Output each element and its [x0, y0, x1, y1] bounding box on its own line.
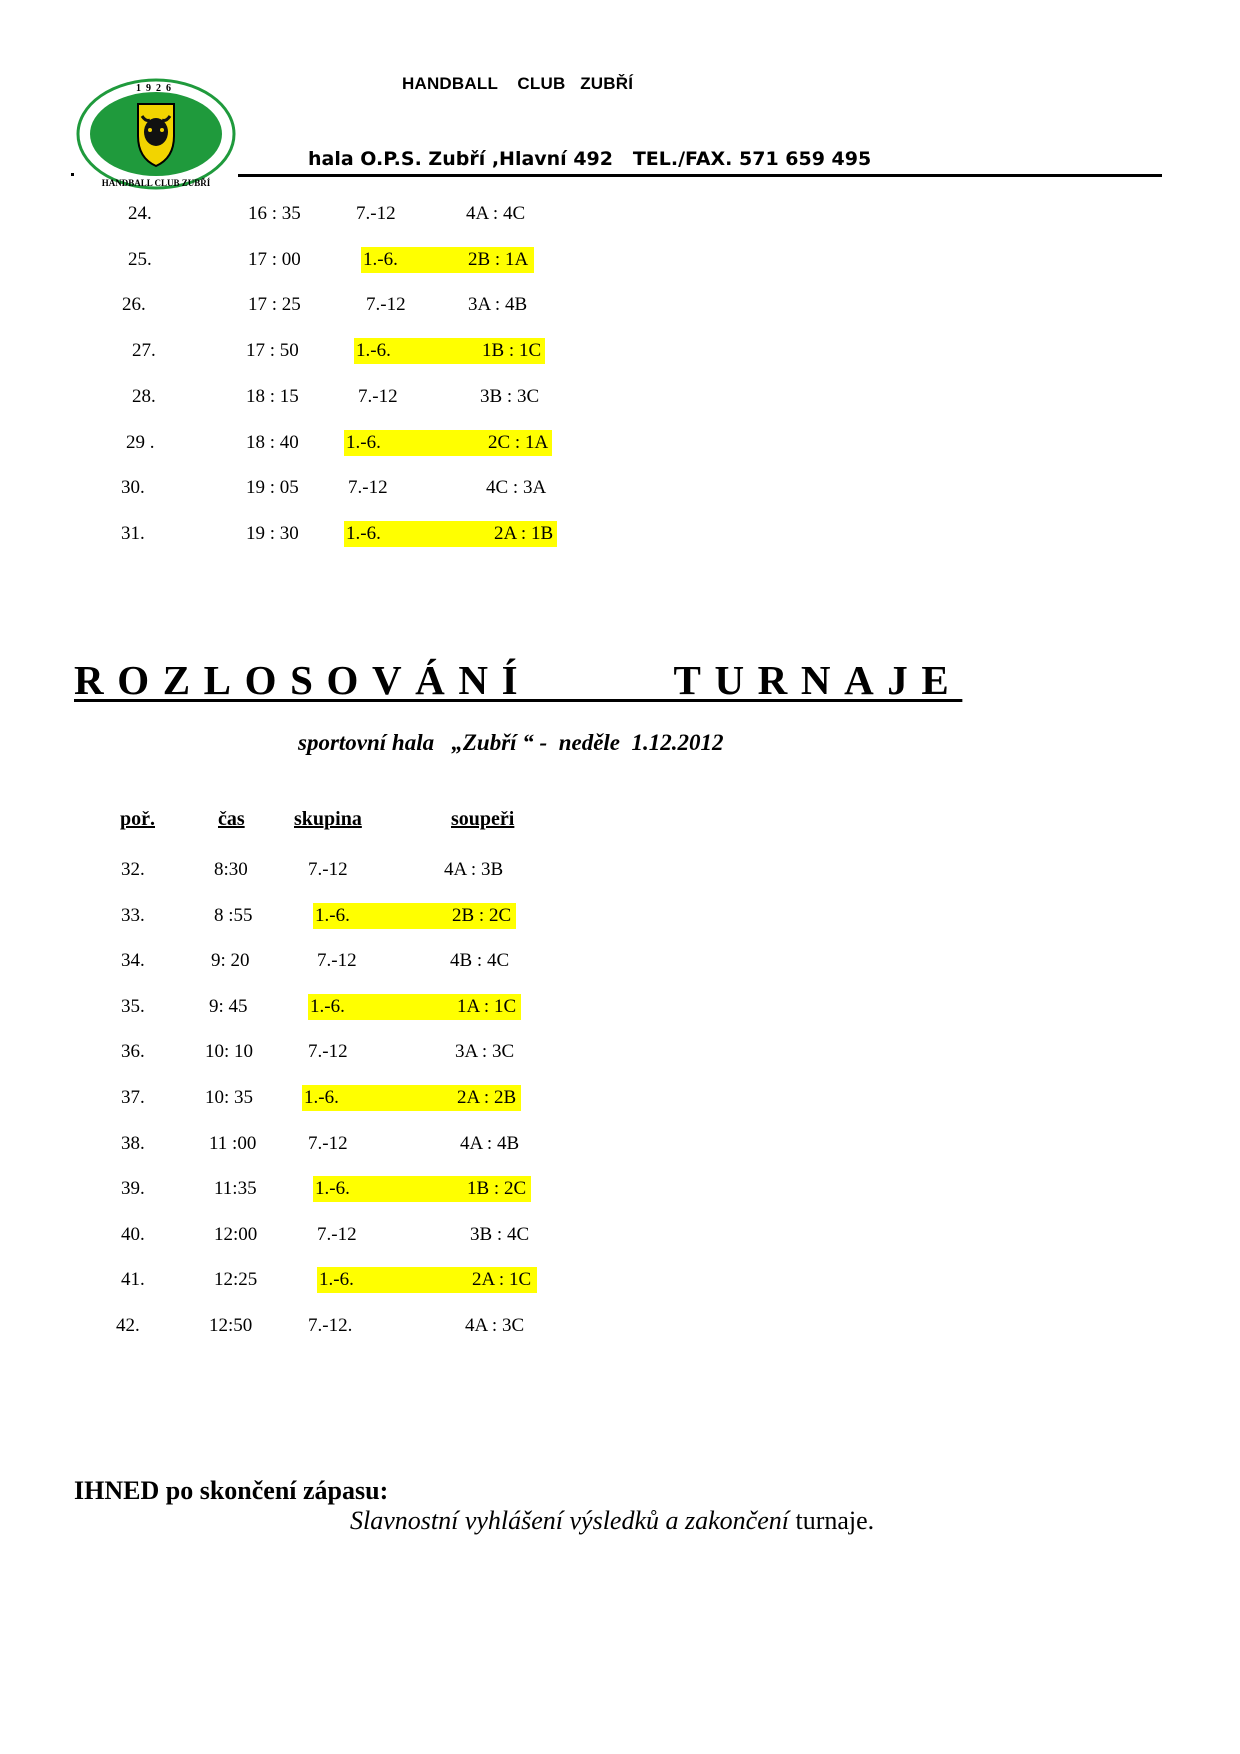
match-group: 7.-12 [308, 1132, 348, 1154]
hall-address: hala O.P.S. Zubří ,Hlavní 492 TEL./FAX. 571 659 495 [308, 148, 872, 170]
match-number: 35. [121, 995, 145, 1017]
match-number: 42. [116, 1315, 140, 1336]
match-number: 29 . [126, 431, 155, 453]
match-group: 7.-12. [308, 1315, 353, 1336]
match-teams: 4A : 3B [444, 859, 504, 880]
match-teams: 3A : 3C [455, 1041, 515, 1063]
match-group: 7.-12 [356, 203, 396, 224]
match-row [0, 1312, 1240, 1340]
page-title: ROZLOSOVÁNÍ TURNAJE [74, 657, 963, 703]
match-time: 19 : 30 [246, 522, 299, 544]
match-time: 9: 45 [209, 995, 248, 1017]
match-teams: 4B : 4C [450, 950, 510, 972]
closing-text-plain: turnaje. [788, 1506, 875, 1535]
match-number: 31. [121, 522, 145, 544]
match-teams: 2A : 2B [457, 1087, 517, 1108]
column-header-teams: soupeři [451, 808, 515, 830]
match-number: 38. [121, 1132, 145, 1154]
match-time: 12:00 [214, 1223, 258, 1245]
header-dot [71, 173, 74, 176]
match-group: 1.-6. [346, 522, 381, 544]
match-teams: 4C : 3A [486, 477, 547, 499]
match-time: 17 : 25 [248, 294, 301, 316]
match-group: 1.-6. [310, 995, 345, 1017]
closing-text-italic: Slavnostní vyhlášení výsledků a zakončení [350, 1506, 789, 1535]
match-row [0, 200, 1240, 228]
match-number: 41. [121, 1269, 145, 1291]
match-group: 1.-6. [363, 248, 398, 270]
match-time: 12:25 [214, 1269, 258, 1291]
match-time: 9: 20 [211, 950, 250, 972]
match-row [0, 1084, 1240, 1112]
match-group: 7.-12 [308, 859, 348, 880]
match-teams: 4A : 4C [466, 203, 526, 224]
closing-heading: IHNED po skončení zápasu: [74, 1476, 389, 1505]
match-time: 12:50 [209, 1315, 253, 1336]
match-number: 26. [122, 294, 146, 316]
match-teams: 2A : 1C [472, 1269, 532, 1291]
match-row [0, 337, 1240, 365]
match-time: 17 : 50 [246, 340, 299, 362]
match-teams: 2B : 2C [452, 904, 512, 926]
match-group: 7.-12 [348, 477, 388, 499]
match-teams: 3B : 4C [470, 1223, 530, 1245]
match-number: 32. [121, 859, 145, 880]
match-group: 1.-6. [319, 1269, 354, 1291]
match-number: 25. [128, 248, 152, 270]
match-group: 1.-6. [315, 1178, 350, 1200]
match-teams: 4A : 4B [460, 1132, 520, 1154]
match-teams: 2B : 1A [468, 248, 529, 270]
match-group: 1.-6. [356, 340, 391, 362]
column-header-time: čas [218, 808, 245, 830]
match-number: 34. [121, 950, 145, 972]
match-time: 19 : 05 [246, 477, 299, 499]
match-number: 39. [121, 1178, 145, 1200]
match-teams: 3A : 4B [468, 294, 528, 316]
match-teams: 1B : 2C [467, 1178, 527, 1200]
logo-year: 1926 [136, 83, 176, 94]
match-row [0, 993, 1240, 1021]
match-row [0, 856, 1240, 884]
match-time: 18 : 15 [246, 385, 299, 407]
club-logo [76, 78, 236, 190]
match-row [0, 429, 1240, 457]
match-teams: 3B : 3C [480, 385, 540, 407]
match-time: 17 : 00 [248, 248, 301, 270]
match-row [0, 291, 1240, 319]
closing-text [350, 1506, 874, 1536]
match-teams: 2C : 1A [488, 431, 549, 453]
match-row [0, 1175, 1240, 1203]
match-time: 11 :00 [209, 1132, 257, 1154]
match-teams: 1A : 1C [457, 995, 517, 1017]
match-number: 24. [128, 203, 152, 224]
match-number: 40. [121, 1223, 145, 1245]
match-teams: 1B : 1C [482, 340, 542, 362]
match-row [0, 246, 1240, 274]
match-group: 7.-12 [358, 385, 398, 407]
page-subtitle: sportovní hala „Zubří “ - neděle 1.12.2012 [298, 730, 724, 755]
match-group: 1.-6. [346, 431, 381, 453]
match-row [0, 474, 1240, 502]
header-divider [238, 174, 1162, 177]
club-name: HANDBALL CLUB ZUBŘÍ [402, 74, 634, 93]
match-group: 7.-12 [366, 294, 406, 316]
match-teams: 4A : 3C [465, 1315, 525, 1336]
match-group: 1.-6. [304, 1087, 339, 1108]
match-time: 16 : 35 [248, 203, 301, 224]
match-number: 37. [121, 1087, 145, 1108]
match-number: 33. [121, 904, 145, 926]
match-row [0, 383, 1240, 411]
match-time: 18 : 40 [246, 431, 299, 453]
logo-text: HANDBALL CLUB ZUBŘÍ [101, 178, 211, 188]
column-header-number: poř. [120, 808, 155, 830]
match-time: 11:35 [214, 1178, 257, 1200]
match-row [0, 1130, 1240, 1158]
match-group: 1.-6. [315, 904, 350, 926]
match-time: 8:30 [214, 859, 248, 880]
match-row [0, 520, 1240, 548]
match-time: 8 :55 [214, 904, 253, 926]
match-number: 30. [121, 477, 145, 499]
match-row [0, 947, 1240, 975]
match-time: 10: 35 [205, 1087, 254, 1108]
column-header-group: skupina [294, 808, 362, 830]
match-row [0, 902, 1240, 930]
match-group: 7.-12 [317, 1223, 357, 1245]
match-number: 27. [132, 340, 156, 362]
match-row [0, 1266, 1240, 1294]
match-number: 28. [132, 385, 156, 407]
match-group: 7.-12 [308, 1041, 348, 1063]
match-row [0, 1221, 1240, 1249]
match-time: 10: 10 [205, 1041, 254, 1063]
match-row [0, 1038, 1240, 1066]
match-number: 36. [121, 1041, 145, 1063]
match-teams: 2A : 1B [494, 522, 554, 544]
match-group: 7.-12 [317, 950, 357, 972]
